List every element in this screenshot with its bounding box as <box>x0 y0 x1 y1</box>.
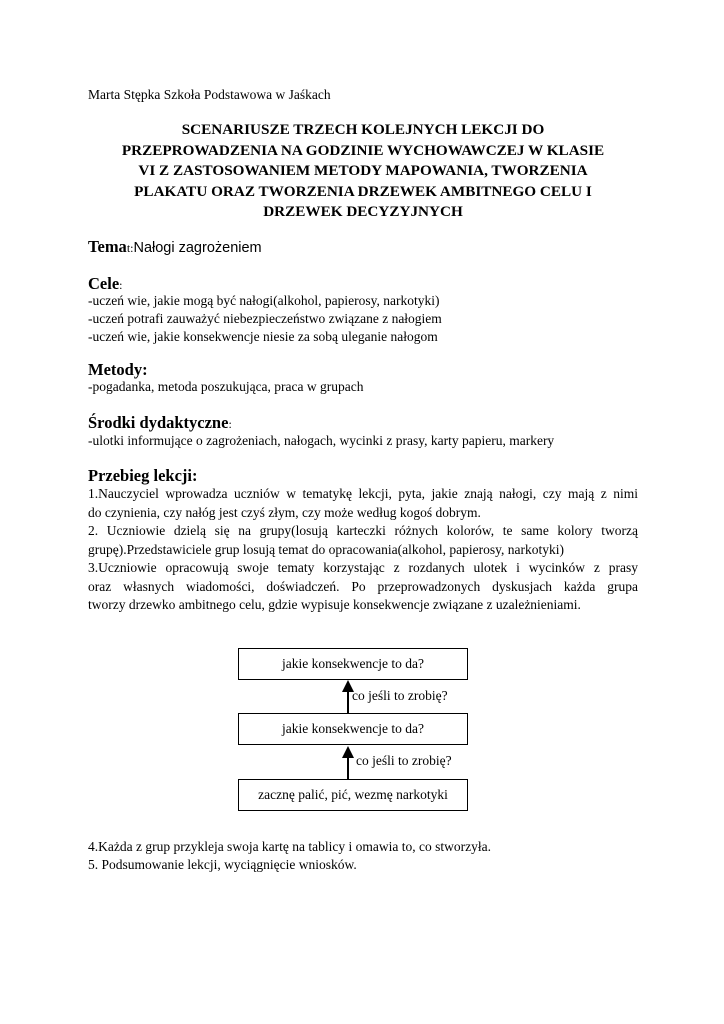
resources-suffix: : <box>228 417 232 431</box>
methods-heading: Metody: <box>88 360 148 379</box>
diagram-question: co jeśli to zrobię? <box>356 753 452 768</box>
topic-label: Tema <box>88 237 127 256</box>
diagram-box-bottom: zacznę palić, pić, wezmę narkotyki <box>238 779 468 811</box>
goals-label: Cele <box>88 274 120 293</box>
resource-item: -ulotki informujące o zagrożeniach, nałogach, wycinki z prasy, karty papieru, markery <box>88 433 555 448</box>
goals-suffix: : <box>119 278 123 292</box>
goal-item: -uczeń wie, jakie konsekwencje niesie za sobą uleganie nałogom <box>88 329 438 344</box>
title-line: VI Z ZASTOSOWANIEM METODY MAPOWANIA, TWORZENIA <box>138 162 588 179</box>
lesson-step-line: tworzy drzewko ambitnego celu, gdzie wypisuje konsekwencje związane z uzależnieniami. <box>88 597 581 612</box>
goal-item: -uczeń wie, jakie mogą być nałogi(alkohol, papierosy, narkotyki) <box>88 293 440 308</box>
title-line: PRZEPROWADZENIA NA GODZINIE WYCHOWAWCZEJ W KLASIE <box>121 141 605 159</box>
title-line: SCENARIUSZE TRZECH KOLEJNYCH LEKCJI DO <box>181 121 545 138</box>
lesson-step-line: oraz własnych wiadomości, doświadczeń. Po przeprowadzonych dyskusjach każda grupa <box>88 578 638 594</box>
method-item: -pogadanka, metoda poszukująca, praca w grupach <box>88 379 364 394</box>
lesson-step-line: grupę).Przedstawiciele grup losują temat do opracowania(alkohol, papierosy, narkotyki) <box>88 541 564 557</box>
title-line: DRZEWEK DECYZYJNYCH <box>263 203 463 220</box>
lesson-after-item: 5. Podsumowanie lekcji, wyciągnięcie wniosków. <box>88 857 357 872</box>
author-line: Marta Stępka Szkoła Podstawowa w Jaśkach <box>88 87 331 102</box>
goal-item: -uczeń potrafi zauważyć niebezpieczeństwo związane z nałogiem <box>88 311 442 326</box>
lesson-step-line: 3.Uczniowie opracowują swoje tematy korzystając z rozdanych ulotek i wycinków z prasy <box>88 560 638 575</box>
lesson-step-line: 2. Uczniowie dzielą się na grupy(losują karteczki różnych kolorów, te same kolory tworzą <box>88 523 638 538</box>
lesson-step-line: do czynienia, czy nałóg jest czyś złym, czy może według kogoś dobrym. <box>88 504 481 520</box>
topic-value: Nałogi zagrożeniem <box>133 240 262 256</box>
diagram-box-top: jakie konsekwencje to da? <box>238 648 468 680</box>
lesson-heading: Przebieg lekcji: <box>88 466 198 485</box>
lesson-after-item: 4.Każda z grup przykleja swoja kartę na tablicy i omawia to, co stworzyła. <box>88 839 491 854</box>
title-line: PLAKATU ORAZ TWORZENIA DRZEWEK AMBITNEGO CELU I <box>134 182 592 200</box>
diagram-question: co jeśli to zrobię? <box>352 688 448 703</box>
arrow-up-icon <box>342 746 354 779</box>
topic-suffix: t: <box>126 241 134 255</box>
diagram-box-middle: jakie konsekwencje to da? <box>238 713 468 745</box>
resources-label: Środki dydaktyczne <box>88 413 229 432</box>
lesson-step-line: 1.Nauczyciel wprowadza uczniów w tematykę lekcji, pyta, jakie znają nałogi, czy mają z nimi <box>88 486 638 501</box>
